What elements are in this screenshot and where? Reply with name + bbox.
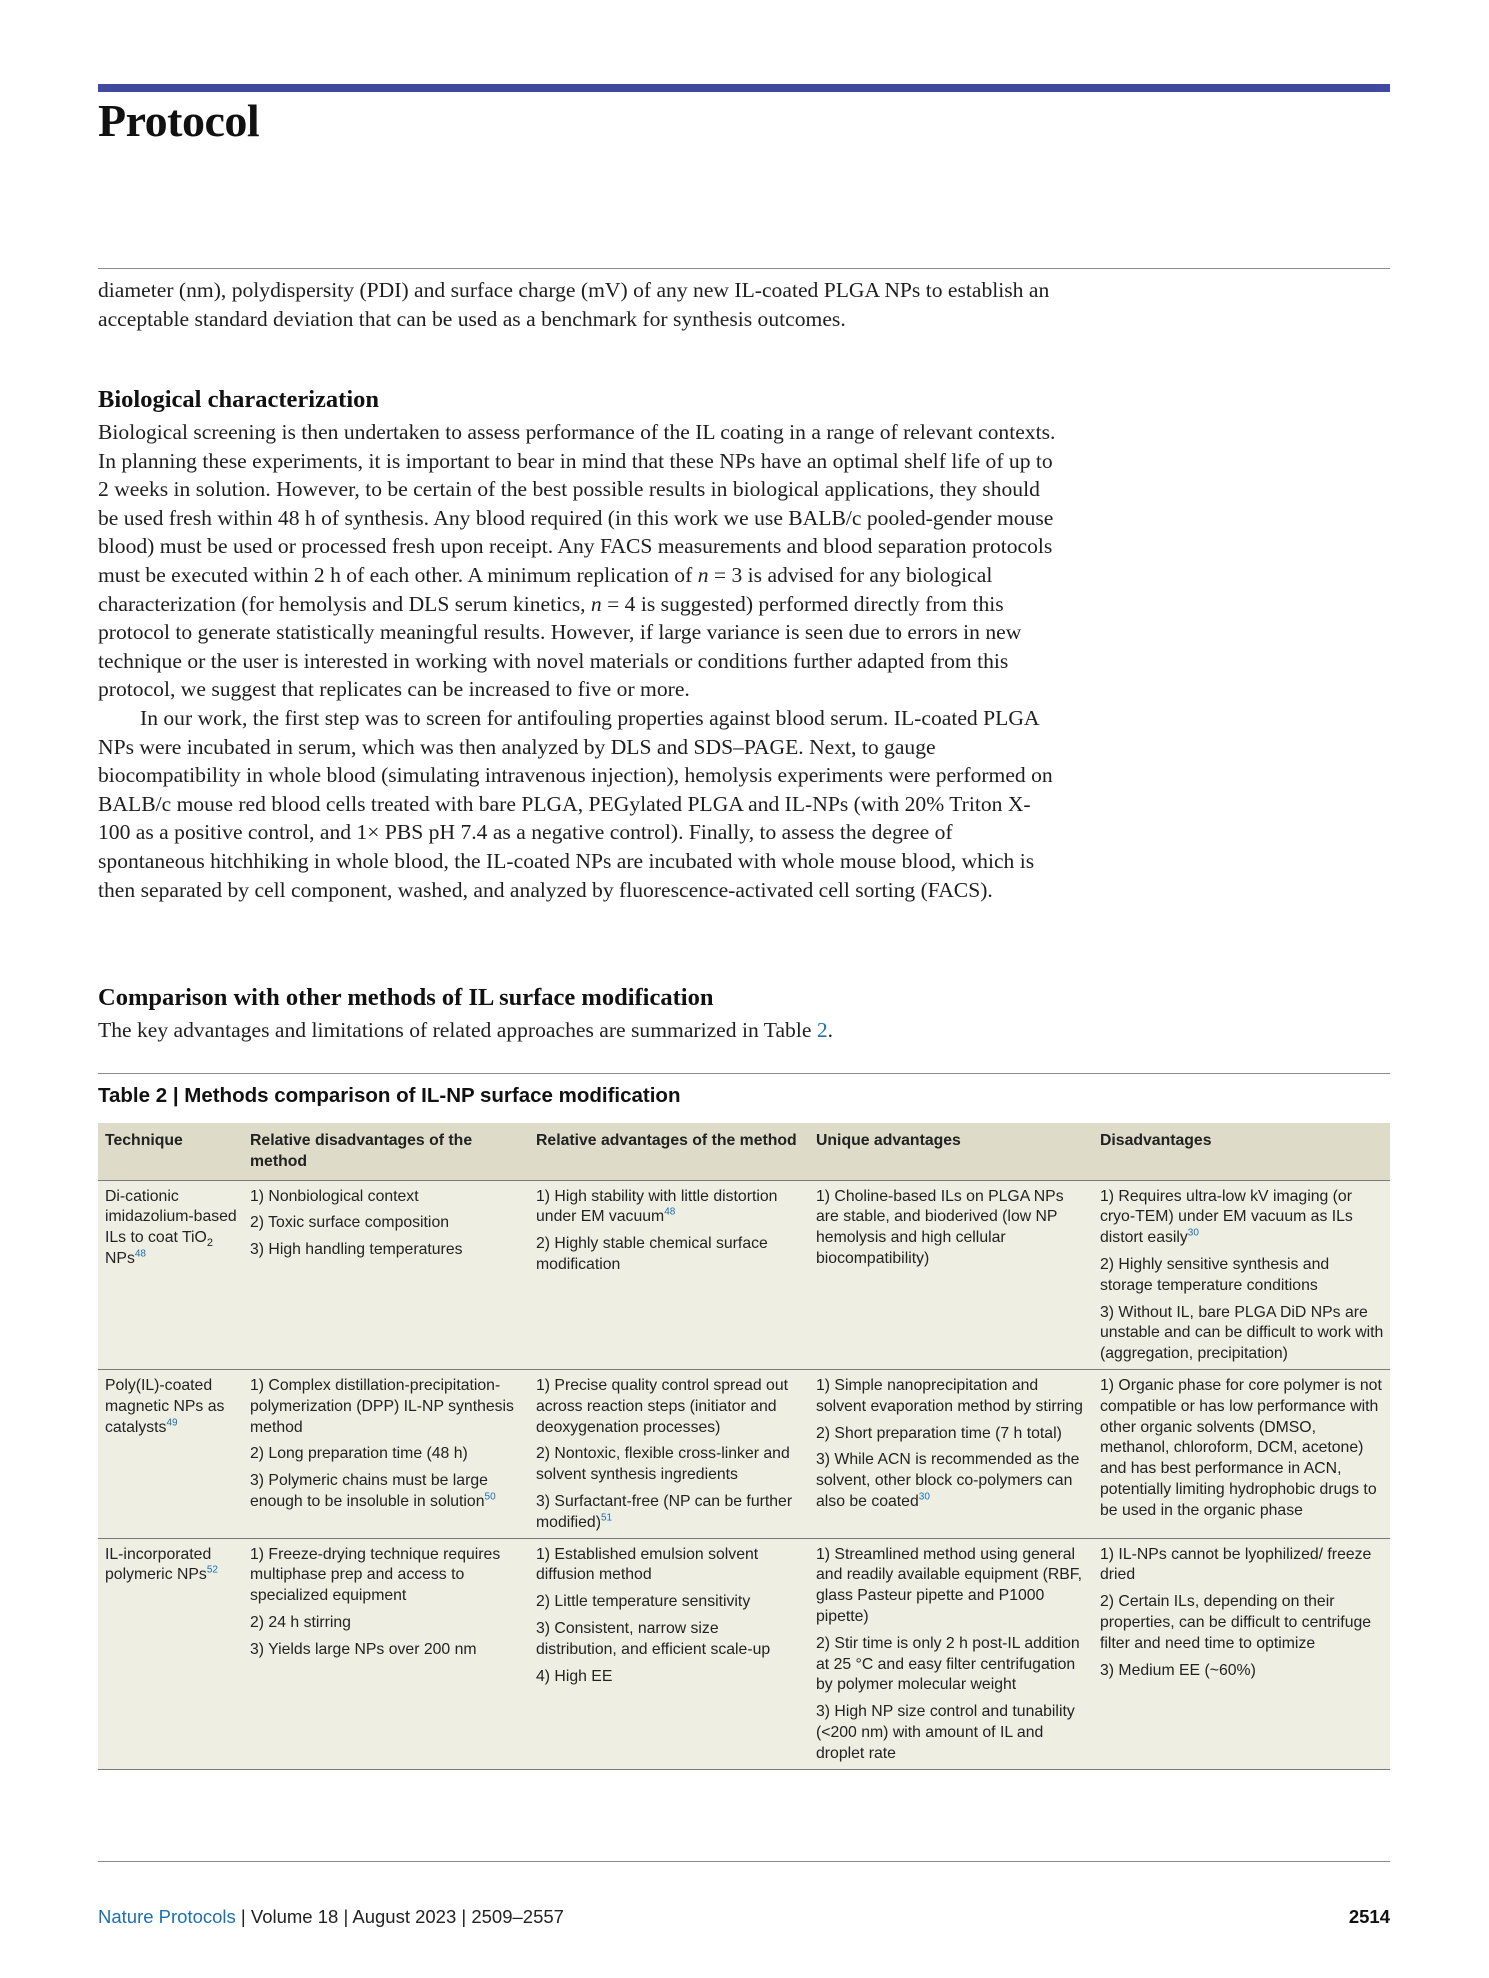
cell-list-item: 2) Long preparation time (48 h) (250, 1445, 468, 1463)
cell-list-item: 2) Stir time is only 2 h post-IL addition at 25 °C and easy filter centrifugation by polymer molecular weight (816, 1634, 1080, 1694)
header-divider (98, 268, 1390, 269)
citation-ref[interactable]: 30 (1187, 1227, 1199, 1239)
cell-relative-disadvantages (243, 1180, 529, 1369)
cell-list-item: 1) Organic phase for core polymer is not compatible or has low performance with other organic solvents (DMSO, methanol, chloroform, DCM, acetone) and has best performance in ACN, potentially limiting hydrophobic drugs to be used in the organic phase (1100, 1376, 1382, 1519)
table-title: Table 2 | Methods comparison of IL-NP surface modification (98, 1084, 681, 1107)
footer-details: | Volume 18 | August 2023 | 2509–2557 (235, 1906, 564, 1927)
table-row (98, 1538, 1390, 1769)
table-top-rule (98, 1073, 1390, 1074)
table-header-row (98, 1123, 1390, 1180)
cell-relative-advantages (529, 1180, 809, 1369)
citation-ref[interactable]: 52 (206, 1565, 218, 1577)
cell-relative-disadvantages (243, 1369, 529, 1538)
heading-biological-characterization: Biological characterization (98, 386, 379, 413)
bio-section-body (98, 418, 1058, 904)
cell-disadvantages (1093, 1369, 1390, 1538)
table-row (98, 1180, 1390, 1369)
cell-list-item: 3) While ACN is recommended as the solvent, other block co-polymers can also be coated$^{30}$ (816, 1451, 1080, 1510)
header-accent-bar (98, 84, 1390, 92)
cell-disadvantages (1093, 1538, 1390, 1769)
cell-unique-advantages (809, 1180, 1093, 1369)
heading-comparison: Comparison with other methods of IL surface modification (98, 984, 714, 1011)
col-header-technique: Technique (98, 1123, 243, 1180)
citation-ref[interactable]: 51 (600, 1512, 613, 1524)
cell-list-item: 1) High stability with little distortion under EM vacuum$^{48}$ (536, 1187, 778, 1226)
cell-list-item: 1) Streamlined method using general and readily available equipment (RBF, glass Pasteur pipette and P1000 pipette) (816, 1545, 1083, 1625)
cell-list-item: 2) Certain ILs, depending on their properties, can be difficult to centrifuge filter and need time to optimize (1100, 1593, 1372, 1652)
col-header-relative-advantages: Relative advantages of the method (529, 1123, 809, 1180)
col-header-unique-advantages: Unique advantages (809, 1123, 1093, 1180)
intro-paragraph: diameter (nm), polydispersity (PDI) and surface charge (mV) of any new IL-coated PLGA NPs to establish an acceptable standard deviation that can be used as a benchmark for synthesis outcomes. (98, 278, 1050, 331)
cell-list-item: 3) High handling temperatures (250, 1241, 463, 1259)
bio-paragraph-1: Biological screening is then undertaken to assess performance of the IL coating in a range of relevant contexts. In planning these experiments, it is important to bear in mind that these NPs have an optimal shelf life of up to 2 weeks in solution. However, to be certain of the best possible results in biological applications, they should be used fresh within 48 h of synthesis. Any blood required (in this work we use BALB/c pooled-gender mouse blood) must be used or processed fresh upon receipt. Any FACS measurements and blood separation protocols must be executed within 2 h of each other. A minimum replication of n = 3 is advised for any biological characterization (for hemolysis and DLS serum kinetics, n = 4 is suggested) performed directly from this protocol to generate statistically meaningful results. However, if large variance is seen due to errors in new technique or the user is interested in working with novel materials or conditions further adapted from this protocol, we suggest that replicates can be increased to five or more. (98, 420, 1056, 702)
cell-list-item: 3) Consistent, narrow size distribution, and efficient scale-up (536, 1619, 771, 1658)
cell-list-item: 1) Precise quality control spread out across reaction steps (initiator and deoxygenation processes) (536, 1376, 789, 1436)
cell-list-item: 1) Freeze-drying technique requires multiphase prep and access to specialized equipment (250, 1545, 501, 1605)
cell-list-item: 3) High NP size control and tunability (<200 nm) with amount of IL and droplet rate (816, 1703, 1075, 1762)
cell-relative-disadvantages (243, 1538, 529, 1769)
cell-list-item: 2) Highly sensitive synthesis and storage temperature conditions (1100, 1255, 1330, 1294)
cell-list-item: 2) 24 h stirring (250, 1613, 351, 1631)
cell-list-item: 3) Polymeric chains must be large enough to be insoluble in solution$^{50}$ (250, 1472, 496, 1510)
cell-relative-advantages (529, 1369, 809, 1538)
footer (98, 1906, 1390, 1928)
table-row (98, 1369, 1390, 1538)
page-number: 2514 (1348, 1906, 1390, 1927)
citation-ref[interactable]: 48 (134, 1248, 146, 1260)
cell-list-item: 2) Nontoxic, flexible cross-linker and solvent synthesis ingredients (536, 1445, 790, 1484)
footer-journal[interactable]: Nature Protocols (98, 1906, 236, 1927)
cell-list-item: 1) Simple nanoprecipitation and solvent evaporation method by stirring (816, 1376, 1083, 1415)
citation-ref[interactable]: 49 (166, 1417, 178, 1429)
cell-list-item: 2) Toxic surface composition (250, 1214, 450, 1232)
cell-list-item: 1) Choline-based ILs on PLGA NPs are stable, and bioderived (low NP hemolysis and high cellular biocompatibility) (816, 1187, 1064, 1267)
cell-list-item: 3) Medium EE (~60%) (1100, 1661, 1256, 1679)
cell-technique: Poly(IL)-coated magnetic NPs as catalysts$^{49}$ (98, 1369, 243, 1538)
table-body (98, 1180, 1390, 1769)
cell-unique-advantages (809, 1369, 1093, 1538)
cell-list-item: 1) Nonbiological context (250, 1187, 419, 1205)
cell-disadvantages (1093, 1180, 1390, 1369)
cell-list-item: 1) Established emulsion solvent diffusion method (536, 1545, 759, 1584)
cell-list-item: 3) Yields large NPs over 200 nm (250, 1640, 477, 1658)
methods-comparison-table (98, 1123, 1390, 1770)
cell-list-item: 2) Short preparation time (7 h total) (816, 1424, 1062, 1442)
col-header-disadvantages: Disadvantages (1093, 1123, 1390, 1180)
subscript: 2 (206, 1237, 213, 1250)
cell-list-item: 1) Requires ultra-low kV imaging (or cryo-TEM) under EM vacuum as ILs distort easily$^{30}$ (1100, 1187, 1353, 1247)
citation-ref[interactable]: 48 (664, 1207, 676, 1219)
col-header-relative-disadvantages: Relative disadvantages of the method (243, 1123, 529, 1180)
cell-list-item: 2) Little temperature sensitivity (536, 1593, 751, 1611)
section-title: Protocol (98, 95, 260, 146)
cell-list-item: 4) High EE (536, 1667, 613, 1685)
cell-list-item: 3) Surfactant-free (NP can be further modified)$^{51}$ (536, 1492, 793, 1531)
cell-unique-advantages (809, 1538, 1093, 1769)
cell-technique: Di-cationic imidazolium-based ILs to coat TiO$_2$ NPs$^{48}$ (98, 1180, 243, 1369)
comparison-paragraph: The key advantages and limitations of related approaches are summarized in Table 2. (98, 1018, 834, 1042)
cell-list-item: 1) IL-NPs cannot be lyophilized/ freeze dried (1100, 1545, 1372, 1584)
cell-list-item: 1) Complex distillation-precipitation-polymerization (DPP) IL-NP synthesis method (250, 1376, 514, 1436)
bio-paragraph-2: In our work, the first step was to screen for antifouling properties against blood serum. IL-coated PLGA NPs were incubated in serum, which was then analyzed by DLS and SDS–PAGE. Next, to gauge biocompatibility in whole blood (simulating intravenous injection), hemolysis experiments were performed on BALB/c mouse red blood cells treated with bare PLGA, PEGylated PLGA and IL-NPs (with 20% Triton X-100 as a positive control, and 1× PBS pH 7.4 as a negative control). Finally, to assess the degree of spontaneous hitchhiking in whole blood, the IL-coated NPs are incubated with whole mouse blood, which is then separated by cell component, washed, and analyzed by fluorescence-activated cell sorting (FACS). (98, 705, 1053, 902)
cell-list-item: 3) Without IL, bare PLGA DiD NPs are unstable and can be difficult to work with (aggregation, precipitation) (1100, 1303, 1384, 1363)
citation-ref[interactable]: 30 (918, 1491, 930, 1503)
table-2-link[interactable]: 2 (816, 1018, 828, 1042)
cell-list-item: 2) Highly stable chemical surface modification (536, 1235, 768, 1273)
cell-technique: IL-incorporated polymeric NPs$^{52}$ (98, 1538, 243, 1769)
footer-divider (98, 1861, 1390, 1862)
cell-relative-advantages (529, 1538, 809, 1769)
citation-ref[interactable]: 50 (484, 1491, 496, 1503)
